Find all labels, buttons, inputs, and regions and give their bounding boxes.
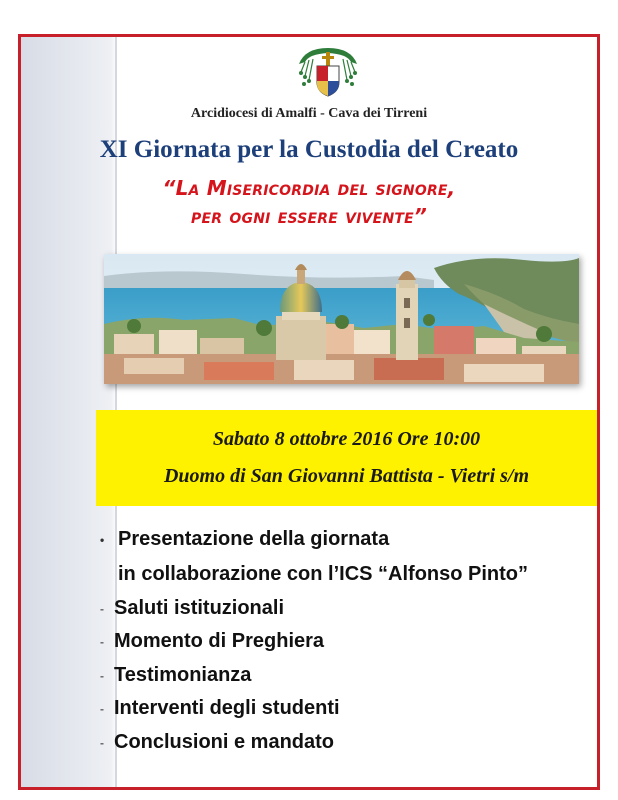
program-item-label: Testimonianza bbox=[114, 664, 252, 686]
program-item-label: Conclusioni e mandato bbox=[114, 731, 335, 753]
bullet-icon: - bbox=[100, 701, 104, 716]
bullet-icon: - bbox=[100, 735, 104, 750]
program-item-label: Interventi degli studenti bbox=[114, 697, 340, 719]
event-datetime: Sabato 8 ottobre 2016 Ore 10:00 bbox=[212, 428, 481, 450]
program-item bbox=[100, 731, 334, 754]
program-item bbox=[100, 528, 389, 551]
event-location: Duomo di San Giovanni Battista - Vietri s/m bbox=[163, 465, 530, 487]
bullet-icon: - bbox=[100, 634, 104, 649]
event-info-box bbox=[96, 410, 597, 506]
coat-of-arms-icon bbox=[295, 46, 361, 98]
program-item bbox=[100, 630, 324, 653]
program-item bbox=[118, 563, 528, 586]
bullet-icon: - bbox=[100, 668, 104, 683]
program-item-label: Presentazione della giornata bbox=[118, 528, 390, 550]
vietri-coast-photo bbox=[104, 254, 579, 384]
motto-line-1: “La Misericordia del signore, bbox=[162, 176, 456, 200]
motto-line-2: per ogni essere vivente” bbox=[191, 204, 427, 228]
bullet-icon: • bbox=[100, 532, 105, 547]
diocese-name: Arcidiocesi di Amalfi - Cava dei Tirreni bbox=[190, 106, 428, 121]
program-item-label: Saluti istituzionali bbox=[114, 597, 285, 619]
program-item-label: in collaborazione con l’ICS “Alfonso Pinto” bbox=[118, 563, 529, 585]
bullet-icon: - bbox=[100, 601, 104, 616]
program-item bbox=[100, 697, 340, 720]
program-item bbox=[100, 664, 251, 687]
program-item bbox=[100, 597, 284, 620]
program-item-label: Momento di Preghiera bbox=[114, 630, 325, 652]
event-title: XI Giornata per la Custodia del Creato bbox=[99, 136, 519, 163]
